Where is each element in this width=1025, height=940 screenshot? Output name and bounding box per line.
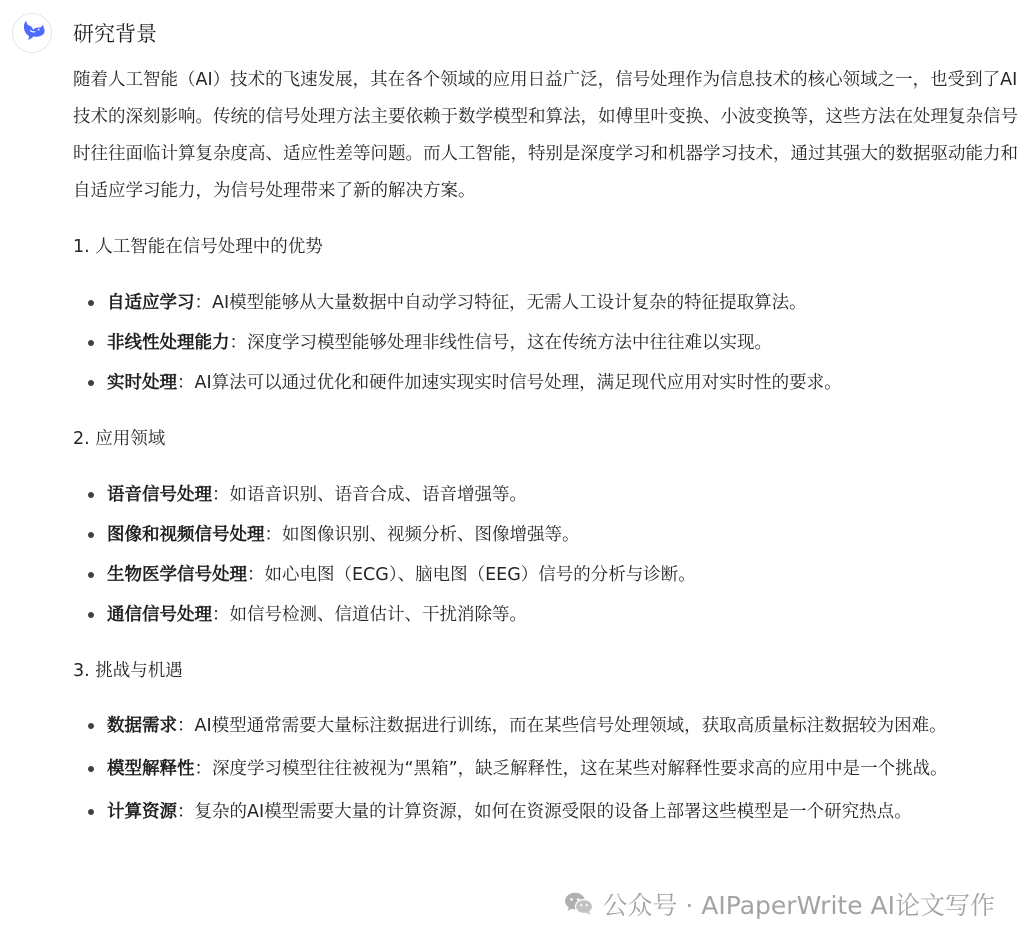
watermark [564,886,995,922]
item-text: ：AI模型通常需要大量标注数据进行训练，而在某些信号处理领域，获取高质量标注数据较为困难。 [177,716,947,736]
item-term: 自适应学习 [107,293,195,313]
section-heading-advantages: 1. 人工智能在信号处理中的优势 [73,237,323,257]
item-text: ：复杂的AI模型需要大量的计算资源，如何在资源受限的设备上部署这些模型是一个研究热点。 [177,802,912,822]
page-title: 研究背景 [73,22,157,46]
item-term: 语音信号处理 [107,485,212,505]
item-text: ：深度学习模型能够处理非线性信号，这在传统方法中往往难以实现。 [229,333,772,353]
challenges-list [73,709,1018,830]
applications-list [73,477,1018,634]
item-text: ：如信号检测、信道估计、干扰消除等。 [212,605,527,625]
item-term: 计算资源 [107,802,177,822]
list-item [73,325,1018,362]
item-term: 通信信号处理 [107,605,212,625]
section-heading-challenges: 3. 挑战与机遇 [73,661,183,681]
item-term: 图像和视频信号处理 [107,525,265,545]
list-item [73,795,1018,830]
item-text: ：AI算法可以通过优化和硬件加速实现实时信号处理，满足现代应用对实时性的要求。 [177,373,842,393]
intro-paragraph: 随着人工智能（AI）技术的飞速发展，其在各个领域的应用日益广泛，信号处理作为信息技术的核心领域之一，也受到了AI技术的深刻影响。传统的信号处理方法主要依赖于数学模型和算法，如傅里叶变换、小波变换等，这些方法在处理复杂信号时往往面临计算复杂度高、适应性差等问题。而人工智能，特别是深度学习和机器学习技术，通过其强大的数据驱动能力和自适应学习能力，为信号处理带来了新的解决方案。 [73,70,1018,201]
avatar [12,13,52,53]
item-term: 实时处理 [107,373,177,393]
item-term: 非线性处理能力 [107,333,230,353]
list-item [73,557,1018,594]
wechat-icon [564,891,594,917]
item-term: 模型解释性 [107,759,195,779]
item-term: 数据需求 [107,716,177,736]
list-item [73,709,1018,744]
list-item [73,285,1018,322]
item-text: ：如图像识别、视频分析、图像增强等。 [264,525,580,545]
item-text: ：深度学习模型往往被视为“黑箱”，缺乏解释性，这在某些对解释性要求高的应用中是一个挑战。 [194,759,948,779]
item-text: ：如语音识别、语音合成、语音增强等。 [212,485,527,505]
item-text: ：AI模型能够从大量数据中自动学习特征，无需人工设计复杂的特征提取算法。 [194,293,807,313]
list-item [73,517,1018,554]
message-header [12,12,157,54]
list-item [73,477,1018,514]
item-text: ：如心电图（ECG）、脑电图（EEG）信号的分析与诊断。 [247,565,696,585]
section-heading-applications: 2. 应用领域 [73,429,166,449]
list-item [73,365,1018,402]
whale-icon [19,21,45,45]
advantages-list [73,285,1018,402]
item-term: 生物医学信号处理 [107,565,247,585]
message-body [73,62,1018,838]
watermark-text: 公众号 · AIPaperWrite AI论文写作 [602,891,995,920]
list-item [73,597,1018,634]
list-item [73,752,1018,787]
